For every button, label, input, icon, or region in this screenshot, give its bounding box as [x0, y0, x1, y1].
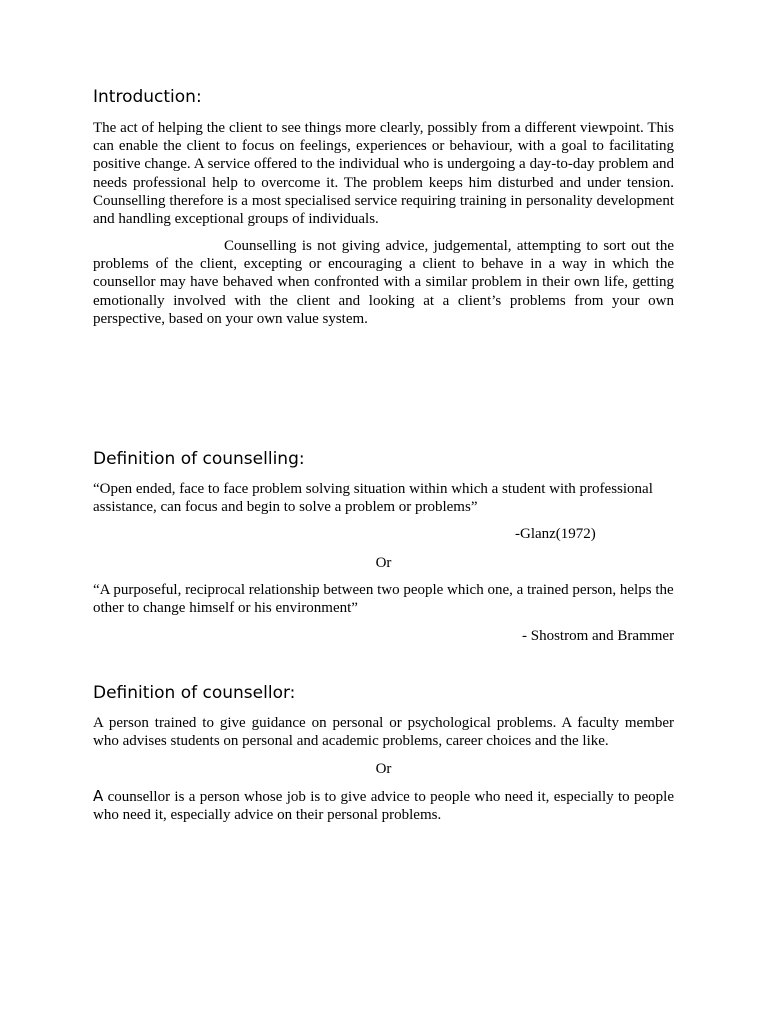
counselling-quote-2: “A purposeful, reciprocal relationship between two people which one, a trained person, helps the other to change himself or his environment”: [93, 582, 674, 617]
introduction-paragraph-2: Counselling is not giving advice, judgemental, attempting to sort out the problems of the client, excepting or encouraging a client to behave in a way in which the counsellor may have behaved when confronted with a similar problem in their own life, getting emotionally involved with the client and looking at a client’s problems from your own perspective, based on your own value system.: [93, 238, 674, 327]
counselling-or-separator: Or: [375, 555, 392, 571]
introduction-paragraph-1: The act of helping the client to see things more clearly, possibly from a different viewpoint. This can enable the client to focus on feelings, experiences or behaviour, with a goal to facilitating positive change. A service offered to the individual who is undergoing a day-to-day problem and needs professional help to overcome it. The problem keeps him disturbed and under tension. Counselling therefore is a most specialised service requiring training in personality development and handling exceptional groups of individuals.: [93, 120, 674, 228]
counsellor-paragraph-2-text: counsellor is a person whose job is to give advice to people who need it, especially to people who need it, especially advice on their personal problems.: [93, 789, 674, 824]
counsellor-paragraph-2: [93, 787, 674, 824]
counselling-quote-1: “Open ended, face to face problem solving situation within which a student with professional assistance, can focus and begin to solve a problem or problems”: [93, 481, 653, 516]
definition-counsellor-heading: Definition of counsellor:: [93, 683, 296, 703]
counsellor-paragraph-1: A person trained to give guidance on personal or psychological problems. A faculty member who advises students on personal and academic problems, career choices and the like.: [93, 715, 674, 750]
counsellor-or-separator: Or: [375, 761, 392, 777]
attribution-glanz: -Glanz(1972): [515, 526, 596, 542]
first-letter: A: [93, 787, 104, 805]
introduction-heading: Introduction:: [93, 87, 202, 107]
definition-counselling-heading: Definition of counselling:: [93, 449, 305, 469]
attribution-shostrom-brammer: - Shostrom and Brammer: [522, 628, 675, 644]
